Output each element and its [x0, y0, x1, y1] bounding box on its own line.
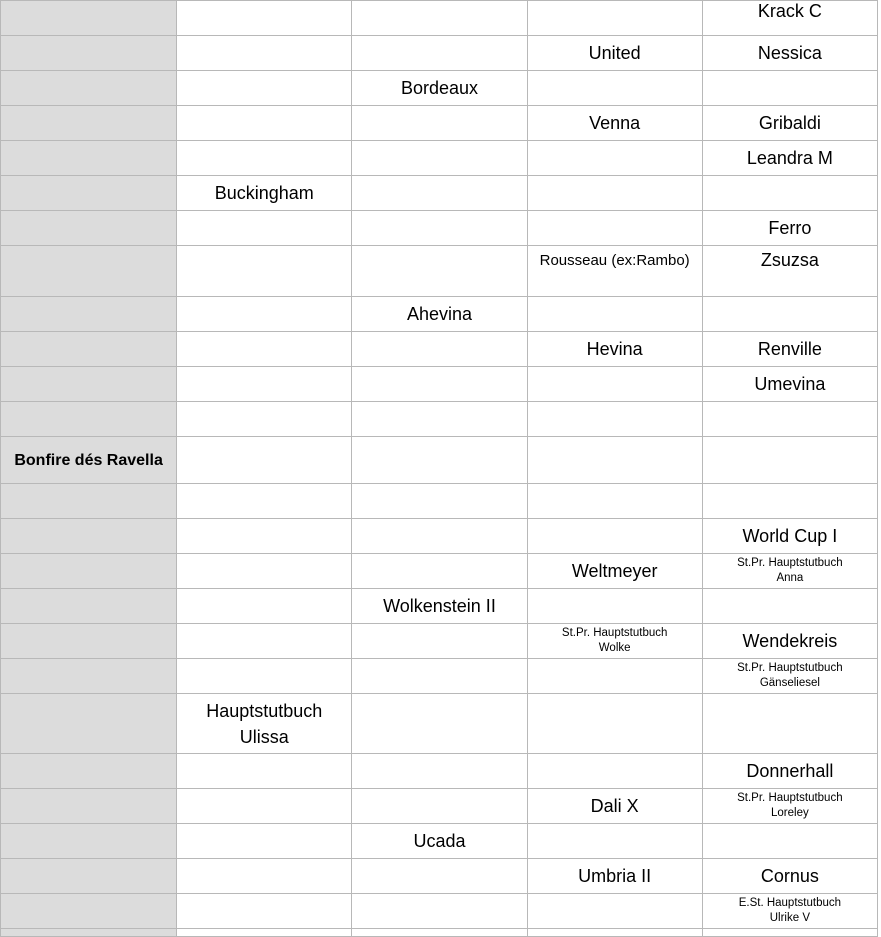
table-row [1, 176, 878, 211]
table-row [1, 824, 878, 859]
table-row [1, 929, 878, 937]
table-row [1, 484, 878, 519]
table-row [1, 246, 878, 297]
pedigree-cell: Umbria II [527, 859, 702, 894]
table-row [1, 332, 878, 367]
table-row [1, 589, 878, 624]
pedigree-cell: St.Pr. Hauptstutbuch Gänseliesel [702, 659, 877, 694]
subject-horse-name: Bonfire dés Ravella [1, 437, 177, 484]
pedigree-cell: Cornus [702, 859, 877, 894]
pedigree-cell: Umevina [702, 367, 877, 402]
table-row [1, 211, 878, 246]
pedigree-cell: Nessica [702, 36, 877, 71]
table-row [1, 519, 878, 554]
pedigree-cell: Leandra M [702, 141, 877, 176]
table-row [1, 297, 878, 332]
table-row [1, 554, 878, 589]
pedigree-cell: St.Pr. Hauptstutbuch Wolke [527, 624, 702, 659]
table-row [1, 859, 878, 894]
pedigree-cell: E.St. Hauptstutbuch Ulrike V [702, 894, 877, 929]
pedigree-cell: Krack C [702, 1, 877, 36]
table-row [1, 754, 878, 789]
pedigree-cell: Ferro [702, 211, 877, 246]
pedigree-cell: St.Pr. Hauptstutbuch Loreley [702, 789, 877, 824]
pedigree-cell: Ucada [352, 824, 527, 859]
table-row [1, 71, 878, 106]
table-row [1, 402, 878, 437]
pedigree-cell: Rousseau (ex:Rambo) [527, 246, 702, 297]
table-row [1, 624, 878, 659]
table-row [1, 106, 878, 141]
table-row [1, 36, 878, 71]
table-row [1, 789, 878, 824]
pedigree-cell: Wendekreis [702, 624, 877, 659]
table-row [1, 694, 878, 754]
pedigree-cell: Hevina [527, 332, 702, 367]
pedigree-cell: Hauptstutbuch Ulissa [177, 694, 352, 754]
pedigree-cell: St.Pr. Hauptstutbuch Anna [702, 554, 877, 589]
table-row [1, 141, 878, 176]
table-row [1, 437, 878, 484]
table-row [1, 1, 878, 36]
pedigree-cell: Weltmeyer [527, 554, 702, 589]
pedigree-cell: Zsuzsa [702, 246, 877, 297]
pedigree-cell: Dali X [527, 789, 702, 824]
pedigree-cell: World Cup I [702, 519, 877, 554]
pedigree-cell: Renville [702, 332, 877, 367]
pedigree-cell: Donnerhall [702, 754, 877, 789]
pedigree-cell: Gribaldi [702, 106, 877, 141]
table-row [1, 894, 878, 929]
table-row [1, 367, 878, 402]
pedigree-cell: United [527, 36, 702, 71]
pedigree-cell: Ahevina [352, 297, 527, 332]
pedigree-cell: Wolkenstein II [352, 589, 527, 624]
pedigree-cell: Buckingham [177, 176, 352, 211]
pedigree-cell: Bordeaux [352, 71, 527, 106]
pedigree-cell: Venna [527, 106, 702, 141]
table-row [1, 659, 878, 694]
